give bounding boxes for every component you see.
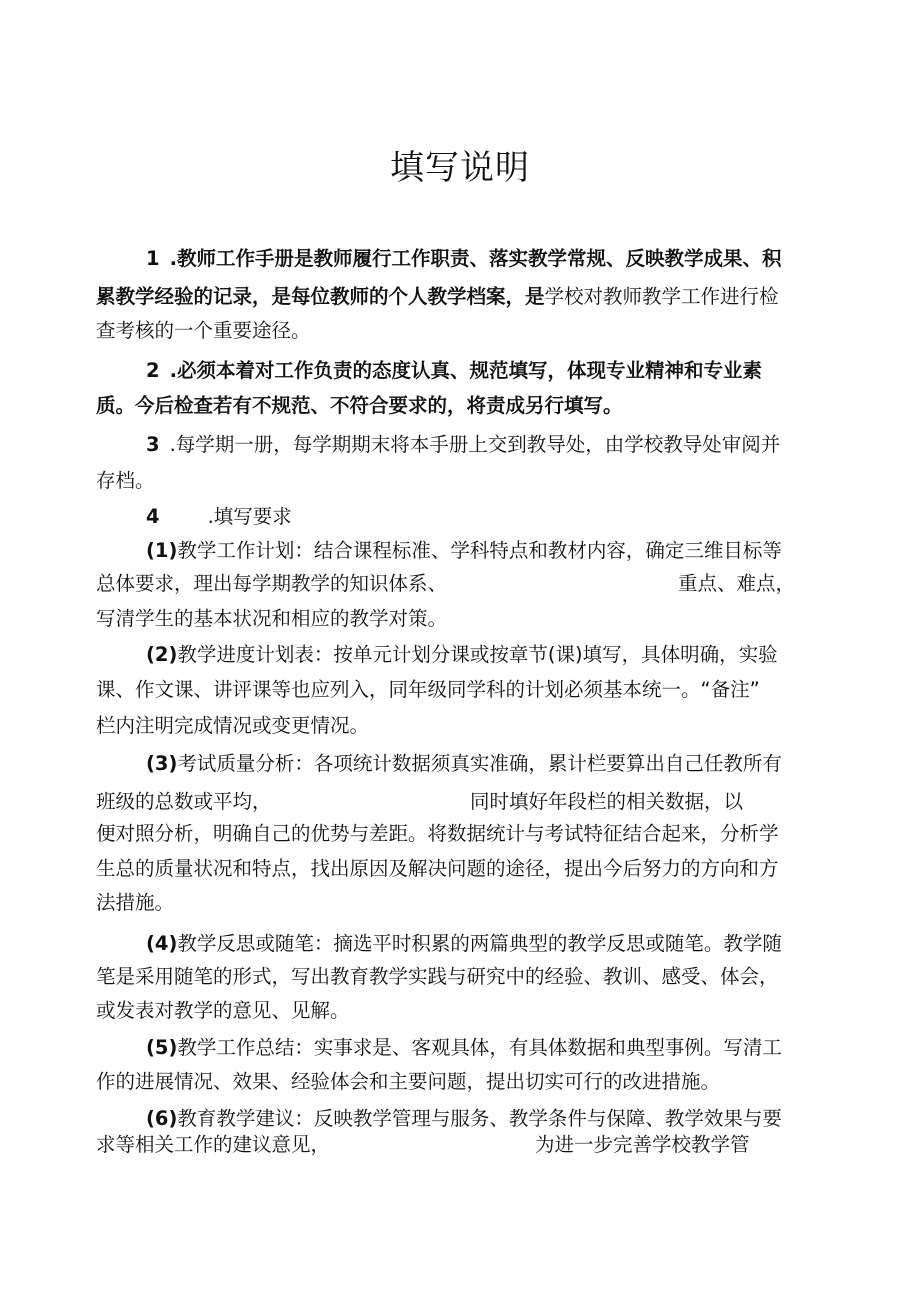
item-3-number: 3 (146, 433, 160, 456)
item-1-line-1 (146, 249, 782, 269)
sub-4-line-3: 或发表对教学的意见、见解。 (96, 999, 350, 1022)
item-3-line-1 (146, 435, 780, 455)
sub-2-line-3: 栏内注明完成情况或变更情况。 (96, 714, 370, 737)
sub-3-number: (3) (146, 752, 178, 775)
sub-3-line-3: 便对照分析，明确自己的优势与差距。将数据统计与考试特征结合起来，分析学 (96, 822, 779, 845)
sub-5-line-1 (146, 1038, 782, 1058)
item-2-line-1 (146, 361, 762, 381)
sub-4-number: (4) (146, 932, 178, 955)
item-3-line-2: 存档。 (96, 469, 155, 492)
sub-6-line-2a: 求等相关工作的建议意见， (96, 1133, 331, 1156)
sub-2-line-2: 课、作文课、讲评课等也应列入，同年级同学科的计划必须基本统一。“备注” (96, 678, 760, 701)
sub-4-text: 教学反思或随笔：摘选平时积累的两篇典型的教学反思或随笔。教学随 (177, 932, 782, 955)
item-1-text-bold: 累教学经验的记录，是每位教师的个人教学档案，是 (96, 285, 545, 308)
sub-6-number: (6) (146, 1107, 178, 1130)
sub-2-number: (2) (146, 643, 178, 666)
item-1-line-3: 查考核的一个重要途径。 (96, 319, 311, 342)
sub-3-line-4: 生总的质量状况和特点，找出原因及解决问题的途径，提出今后努力的方向和方 (96, 857, 779, 880)
page-title: 填写说明 (390, 148, 530, 188)
sub-1-text: 教学工作计划：结合课程标准、学科特点和教材内容，确定三维目标等 (177, 539, 782, 562)
sub-3-line-5: 法措施。 (96, 891, 175, 914)
item-2-line-2: 质。今后检查若有不规范、不符合要求的，将责成另行填写。 (96, 394, 623, 417)
sub-3-line-2a: 班级的总数或平均， (96, 790, 272, 813)
item-4-line (146, 507, 292, 527)
sub-5-number: (5) (146, 1036, 178, 1059)
item-1-line-2 (96, 287, 779, 307)
item-4-number: 4 (146, 505, 160, 528)
sub-2-text: 教学进度计划表：按单元计划分课或按章节(课)填写，具体明确，实验 (177, 643, 778, 666)
sub-1-number: (1) (146, 539, 178, 562)
sub-6-text: 教育教学建议：反映教学管理与服务、教学条件与保障、教学效果与要 (177, 1107, 782, 1130)
sub-1-line-3: 写清学生的基本状况和相应的教学对策。 (96, 607, 448, 630)
sub-6-line-1 (146, 1109, 782, 1129)
sub-3-line-1 (146, 754, 782, 774)
sub-4-line-2: 笔是采用随笔的形式，写出教育教学实践与研究中的经验、教训、感受、体会， (96, 965, 779, 988)
sub-2-line-1 (146, 645, 778, 665)
sub-1-line-2b: 重点、难点， (678, 572, 796, 595)
item-4-text: .填写要求 (207, 505, 292, 528)
sub-4-line-1 (146, 934, 782, 954)
item-1-text-rest: 学校对教师教学工作进行检 (544, 285, 779, 308)
item-2-text: .必须本着对工作负责的态度认真、规范填写，体现专业精神和专业素 (169, 359, 762, 382)
item-1-number: 1 (146, 247, 160, 270)
sub-6-line-2b: 为进一步完善学校教学管 (535, 1133, 750, 1156)
item-2-number: 2 (146, 359, 160, 382)
sub-1-line-1 (146, 541, 782, 561)
sub-5-text: 教学工作总结：实事求是、客观具体，有具体数据和典型事例。写清工 (177, 1036, 782, 1059)
item-3-text: .每学期一册，每学期期末将本手册上交到教导处，由学校教导处审阅并 (169, 433, 781, 456)
sub-3-line-2b: 同时填好年段栏的相关数据，以 (470, 790, 744, 813)
sub-1-line-2a: 总体要求，理出每学期教学的知识体系、 (96, 572, 448, 595)
item-1-text: .教师工作手册是教师履行工作职责、落实教学常规、反映教学成果、积 (169, 247, 782, 270)
sub-3-text: 考试质量分析：各项统计数据须真实准确，累计栏要算出自己任教所有 (177, 752, 782, 775)
sub-5-line-2: 作的进展情况、效果、经验体会和主要问题，提出切实可行的改进措施。 (96, 1070, 721, 1093)
